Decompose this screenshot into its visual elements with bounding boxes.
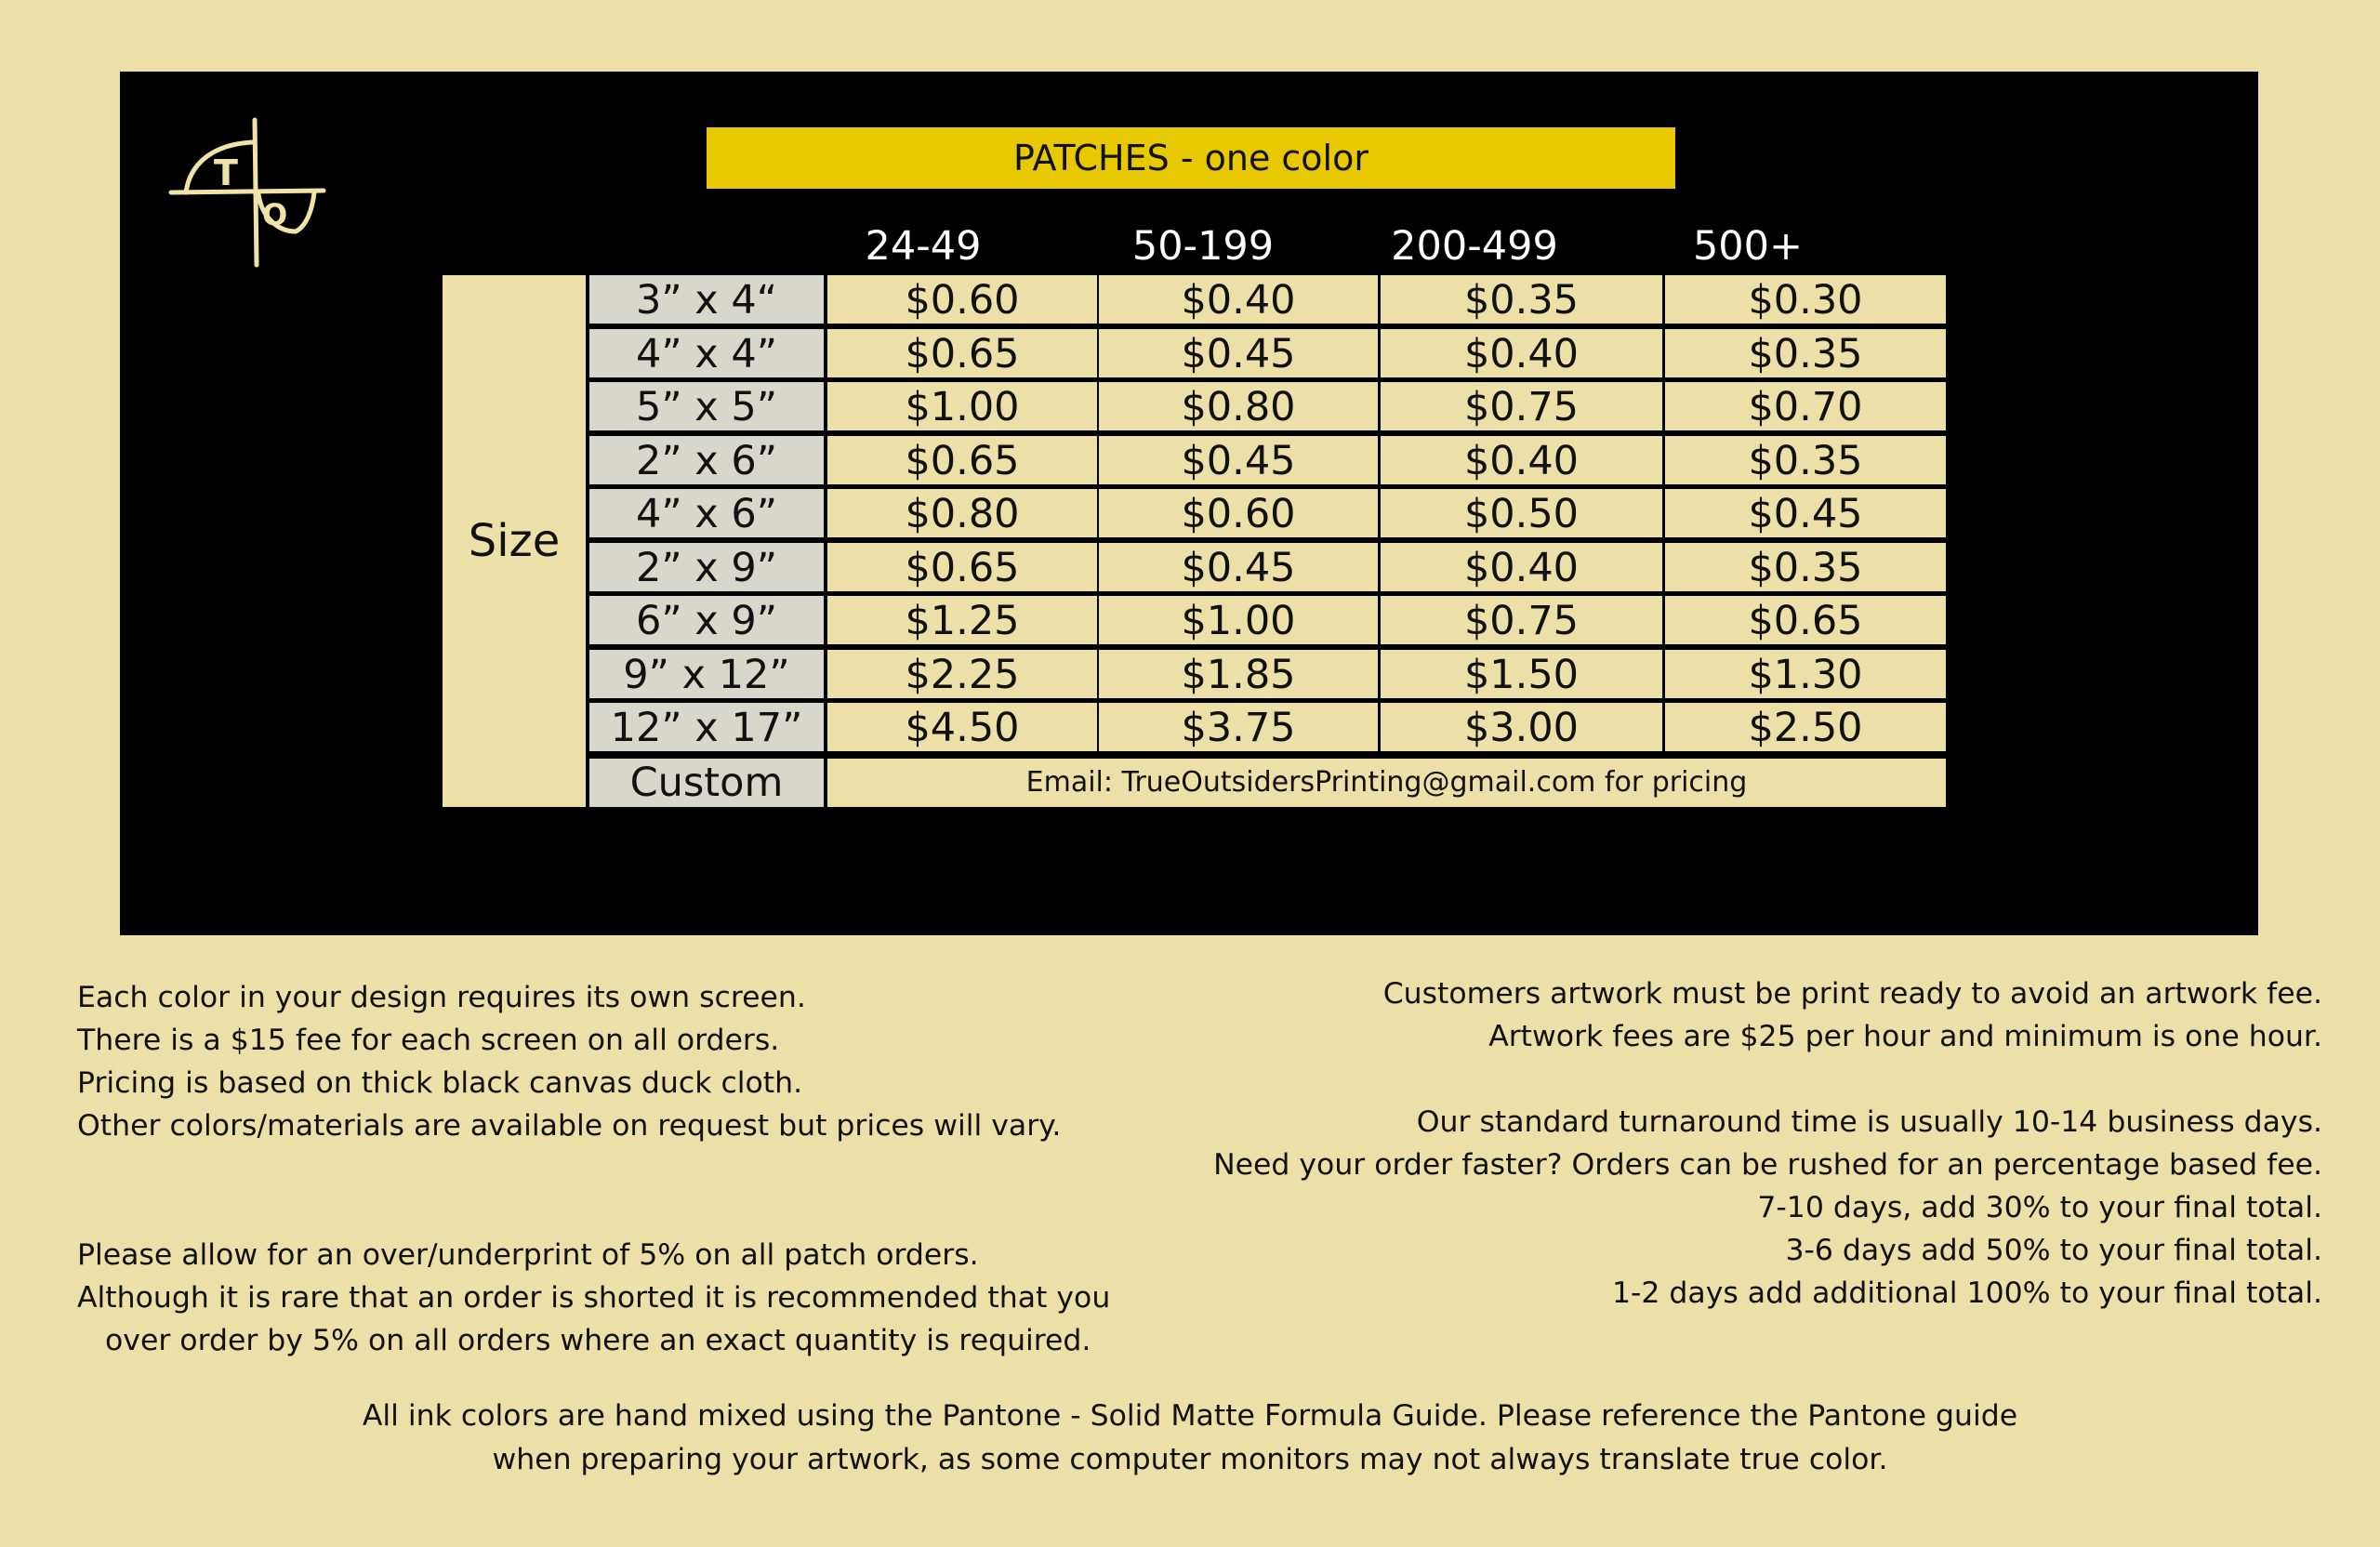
price-cell: $0.35: [1665, 329, 1946, 377]
note-line: Other colors/materials are available on request but prices will vary.: [77, 1109, 1062, 1143]
price-cell: $2.50: [1665, 703, 1946, 751]
size-cell: 5” x 5”: [589, 382, 824, 430]
size-cell: 2” x 9”: [589, 543, 824, 591]
price-cell: $0.60: [1099, 489, 1378, 537]
qty-header-200-499: 200-499: [1391, 223, 1558, 270]
qty-header-50-199: 50-199: [1131, 223, 1275, 270]
size-cell: 4” x 6”: [589, 489, 824, 537]
notes-right-turnaround: [1213, 1101, 2322, 1315]
price-cell: $0.50: [1381, 489, 1662, 537]
size-cell: 12” x 17”: [589, 703, 824, 751]
note-line: Artwork fees are $25 per hour and minimum is one hour.: [1488, 1020, 2322, 1053]
note-line: over order by 5% on all orders where an exact quantity is required.: [77, 1324, 1091, 1357]
price-cell: $0.60: [827, 275, 1097, 324]
price-cell: $0.65: [827, 436, 1097, 484]
notes-left-material: [77, 1062, 1061, 1147]
price-cell: $0.35: [1381, 275, 1662, 324]
price-cell: $1.85: [1099, 650, 1378, 698]
note-line: Customers artwork must be print ready to avoid an artwork fee.: [1382, 977, 2322, 1011]
price-cell: $0.40: [1381, 543, 1662, 591]
price-cell: $2.25: [827, 650, 1097, 698]
price-cell: $0.75: [1381, 382, 1662, 430]
note-line: All ink colors are hand mixed using the Pantone - Solid Matte Formula Guide. Please reference the Pantone guide: [362, 1399, 2018, 1433]
size-label: Size: [443, 275, 586, 807]
price-cell: $0.70: [1665, 382, 1946, 430]
table-title: PATCHES - one color: [707, 127, 1675, 189]
price-cell: $1.00: [827, 382, 1097, 430]
notes-left-screens: [77, 976, 806, 1062]
notes-left-overprint: [77, 1234, 1110, 1362]
price-cell: $0.65: [827, 329, 1097, 377]
price-cell: $1.30: [1665, 650, 1946, 698]
logo-letter-o: O: [262, 197, 288, 232]
price-cell: $1.25: [827, 596, 1097, 644]
note-line: 1-2 days add additional 100% to your final total.: [1611, 1276, 2322, 1310]
size-cell: 4” x 4”: [589, 329, 824, 377]
price-cell: $0.35: [1665, 543, 1946, 591]
notes-right-artwork: [1383, 972, 2322, 1058]
price-cell: $4.50: [827, 703, 1097, 751]
note-line: 3-6 days add 50% to your final total.: [1785, 1234, 2322, 1267]
price-cell: $0.45: [1099, 436, 1378, 484]
note-line: There is a $15 fee for each screen on all orders.: [77, 1024, 780, 1057]
custom-size-label: Custom: [589, 759, 824, 807]
size-cell: 9” x 12”: [589, 650, 824, 698]
note-line: Each color in your design requires its own screen.: [77, 981, 806, 1014]
price-cell: $0.40: [1381, 329, 1662, 377]
note-line: 7-10 days, add 30% to your final total.: [1757, 1191, 2322, 1224]
price-cell: $1.00: [1099, 596, 1378, 644]
price-cell: $0.75: [1381, 596, 1662, 644]
note-line: Our standard turnaround time is usually 10-14 business days.: [1416, 1105, 2322, 1139]
price-cell: $0.40: [1381, 436, 1662, 484]
true-outsiders-logo-icon: [165, 109, 328, 271]
note-line: Please allow for an over/underprint of 5% on all patch orders.: [77, 1238, 979, 1272]
price-panel: [120, 72, 2258, 935]
note-line: when preparing your artwork, as some computer monitors may not always translate true color.: [492, 1443, 1888, 1476]
price-cell: $0.45: [1099, 329, 1378, 377]
price-cell: $0.65: [827, 543, 1097, 591]
note-line: Pricing is based on thick black canvas duck cloth.: [77, 1066, 803, 1100]
custom-pricing-email: Email: TrueOutsidersPrinting@gmail.com for pricing: [827, 759, 1946, 807]
pantone-note: [0, 1395, 2380, 1482]
price-cell: $0.80: [1099, 382, 1378, 430]
price-cell: $0.45: [1665, 489, 1946, 537]
size-cell: 3” x 4“: [589, 275, 824, 324]
price-cell: $0.35: [1665, 436, 1946, 484]
price-cell: $0.80: [827, 489, 1097, 537]
price-cell: $3.00: [1381, 703, 1662, 751]
price-cell: $3.75: [1099, 703, 1378, 751]
price-cell: $0.65: [1665, 596, 1946, 644]
price-cell: $0.40: [1099, 275, 1378, 324]
size-cell: 6” x 9”: [589, 596, 824, 644]
logo-letter-t: T: [214, 152, 238, 193]
size-cell: 2” x 6”: [589, 436, 824, 484]
price-cell: $1.50: [1381, 650, 1662, 698]
note-line: Need your order faster? Orders can be rushed for an percentage based fee.: [1213, 1148, 2322, 1182]
price-cell: $0.45: [1099, 543, 1378, 591]
price-cell: $0.30: [1665, 275, 1946, 324]
qty-header-24-49: 24-49: [865, 223, 982, 270]
note-line: Although it is rare that an order is shorted it is recommended that you: [77, 1281, 1111, 1315]
qty-header-500-plus: 500+: [1692, 223, 1804, 270]
